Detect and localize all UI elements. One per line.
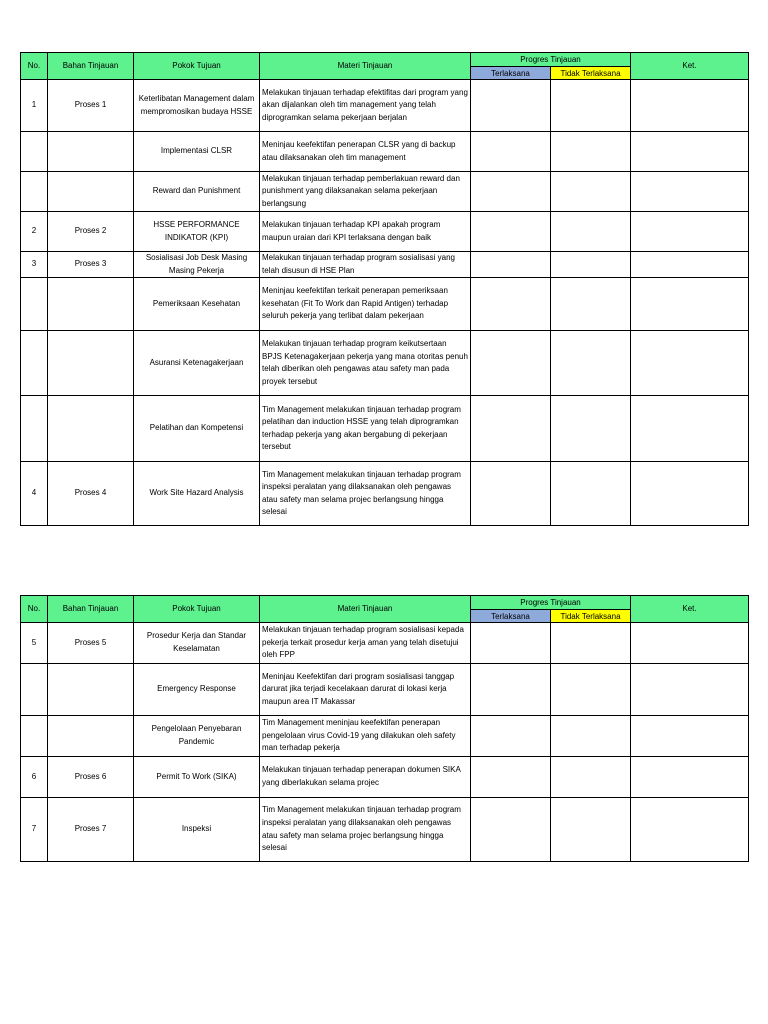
row-bahan: Proses 6 <box>48 757 134 798</box>
header-tidak-terlaksana: Tidak Terlaksana <box>551 67 631 80</box>
header-no: No. <box>21 596 48 623</box>
row-materi: Melakukan tinjauan terhadap KPI apakah program maupun uraian dari KPI terlaksana dengan baik <box>260 212 471 252</box>
cell-terlaksana[interactable] <box>471 396 551 462</box>
cell-tidak-terlaksana[interactable] <box>551 331 631 396</box>
header-tidak-terlaksana: Tidak Terlaksana <box>551 610 631 623</box>
cell-tidak-terlaksana[interactable] <box>551 278 631 331</box>
row-materi: Melakukan tinjauan terhadap pemberlakuan reward dan punishment yang dilaksanakan selama pekerjaan berlangsung <box>260 172 471 212</box>
cell-terlaksana[interactable] <box>471 212 551 252</box>
cell-terlaksana[interactable] <box>471 132 551 172</box>
row-materi: Melakukan tinjauan terhadap program sosialisasi kepada pekerja terkait prosedur kerja aman yang telah disetujui oleh FPP <box>260 623 471 664</box>
cell-tidak-terlaksana[interactable] <box>551 462 631 526</box>
cell-terlaksana[interactable] <box>471 623 551 664</box>
row-no <box>21 331 48 396</box>
row-no: 5 <box>21 623 48 664</box>
cell-ket[interactable] <box>631 664 749 716</box>
review-table-2 <box>20 595 749 862</box>
header-pokok-tujuan: Pokok Tujuan <box>134 596 260 623</box>
table-row <box>21 462 749 526</box>
cell-tidak-terlaksana[interactable] <box>551 757 631 798</box>
row-pokok: Pelatihan dan Kompetensi <box>134 396 260 462</box>
header-terlaksana: Terlaksana <box>471 67 551 80</box>
table-row <box>21 132 749 172</box>
cell-tidak-terlaksana[interactable] <box>551 716 631 757</box>
row-no: 1 <box>21 80 48 132</box>
row-materi: Melakukan tinjauan terhadap program sosialisasi yang telah disusun di HSE Plan <box>260 252 471 278</box>
row-materi: Meninjau keefektifan penerapan CLSR yang di backup atau dilaksanakan oleh tim management <box>260 132 471 172</box>
cell-tidak-terlaksana[interactable] <box>551 172 631 212</box>
cell-tidak-terlaksana[interactable] <box>551 396 631 462</box>
row-no <box>21 396 48 462</box>
cell-ket[interactable] <box>631 798 749 862</box>
table-row <box>21 664 749 716</box>
cell-tidak-terlaksana[interactable] <box>551 252 631 278</box>
table-row <box>21 80 749 132</box>
cell-terlaksana[interactable] <box>471 798 551 862</box>
header-no: No. <box>21 53 48 80</box>
cell-terlaksana[interactable] <box>471 252 551 278</box>
cell-tidak-terlaksana[interactable] <box>551 798 631 862</box>
table-row <box>21 798 749 862</box>
cell-terlaksana[interactable] <box>471 664 551 716</box>
cell-tidak-terlaksana[interactable] <box>551 664 631 716</box>
cell-tidak-terlaksana[interactable] <box>551 132 631 172</box>
header-pokok-tujuan: Pokok Tujuan <box>134 53 260 80</box>
row-materi: Melakukan tinjauan terhadap penerapan dokumen SIKA yang diberlakukan selama projec <box>260 757 471 798</box>
row-pokok: Emergency Response <box>134 664 260 716</box>
table-row <box>21 172 749 212</box>
cell-tidak-terlaksana[interactable] <box>551 623 631 664</box>
cell-ket[interactable] <box>631 623 749 664</box>
row-bahan <box>48 716 134 757</box>
row-no: 3 <box>21 252 48 278</box>
table-row <box>21 252 749 278</box>
cell-ket[interactable] <box>631 278 749 331</box>
cell-terlaksana[interactable] <box>471 757 551 798</box>
table-row <box>21 212 749 252</box>
header-terlaksana: Terlaksana <box>471 610 551 623</box>
cell-terlaksana[interactable] <box>471 331 551 396</box>
table-row <box>21 716 749 757</box>
cell-tidak-terlaksana[interactable] <box>551 80 631 132</box>
row-pokok: Implementasi CLSR <box>134 132 260 172</box>
cell-ket[interactable] <box>631 80 749 132</box>
row-bahan <box>48 664 134 716</box>
cell-ket[interactable] <box>631 132 749 172</box>
table-row <box>21 331 749 396</box>
row-pokok: Pemeriksaan Kesehatan <box>134 278 260 331</box>
table-row <box>21 757 749 798</box>
cell-tidak-terlaksana[interactable] <box>551 212 631 252</box>
cell-ket[interactable] <box>631 252 749 278</box>
row-pokok: Work Site Hazard Analysis <box>134 462 260 526</box>
row-pokok: HSSE PERFORMANCE INDIKATOR (KPI) <box>134 212 260 252</box>
row-bahan <box>48 132 134 172</box>
row-pokok: Sosialisasi Job Desk Masing Masing Pekerja <box>134 252 260 278</box>
cell-terlaksana[interactable] <box>471 278 551 331</box>
cell-ket[interactable] <box>631 757 749 798</box>
row-materi: Tim Management meninjau keefektifan penerapan pengelolaan virus Covid-19 yang dilakukan oleh safety man terhadap pekerja <box>260 716 471 757</box>
header-materi-tinjauan: Materi Tinjauan <box>260 596 471 623</box>
row-pokok: Pengelolaan Penyebaran Pandemic <box>134 716 260 757</box>
row-bahan: Proses 2 <box>48 212 134 252</box>
row-bahan <box>48 278 134 331</box>
header-ket: Ket. <box>631 53 749 80</box>
row-no <box>21 132 48 172</box>
cell-ket[interactable] <box>631 462 749 526</box>
row-bahan <box>48 396 134 462</box>
header-bahan-tinjauan: Bahan Tinjauan <box>48 596 134 623</box>
row-no <box>21 664 48 716</box>
cell-terlaksana[interactable] <box>471 172 551 212</box>
row-materi: Tim Management melakukan tinjauan terhadap program inspeksi peralatan yang dilaksanakan oleh pengawas atau safety man selama projec berlangsung hingga selesai <box>260 462 471 526</box>
row-pokok: Asuransi Ketenagakerjaan <box>134 331 260 396</box>
table-row <box>21 623 749 664</box>
cell-ket[interactable] <box>631 331 749 396</box>
row-pokok: Inspeksi <box>134 798 260 862</box>
review-table-1 <box>20 52 749 526</box>
row-bahan: Proses 5 <box>48 623 134 664</box>
row-materi: Melakukan tinjauan terhadap efektifitas dari program yang akan dijalankan oleh tim management yang telah diprogramkan selama pekerjaan berjalan <box>260 80 471 132</box>
header-ket: Ket. <box>631 596 749 623</box>
cell-terlaksana[interactable] <box>471 716 551 757</box>
row-no <box>21 716 48 757</box>
row-pokok: Permit To Work (SIKA) <box>134 757 260 798</box>
row-no <box>21 278 48 331</box>
row-materi: Tim Management melakukan tinjauan terhadap program pelatihan dan induction HSSE yang telah diprogramkan terhadap pekerja yang akan bergabung di pekerjaan tersebut <box>260 396 471 462</box>
header-materi-tinjauan: Materi Tinjauan <box>260 53 471 80</box>
header-progres-tinjauan: Progres Tinjauan <box>471 596 631 610</box>
cell-ket[interactable] <box>631 716 749 757</box>
cell-terlaksana[interactable] <box>471 80 551 132</box>
row-materi: Meninjau Keefektifan dari program sosialisasi tanggap darurat jika terjadi kecelakaan darurat di lokasi kerja maupun area IT Makassar <box>260 664 471 716</box>
cell-ket[interactable] <box>631 396 749 462</box>
row-bahan <box>48 331 134 396</box>
table-row <box>21 278 749 331</box>
row-materi: Tim Management melakukan tinjauan terhadap program inspeksi peralatan yang dilaksanakan oleh pengawas atau safety man selama projec berlangsung hingga selesai <box>260 798 471 862</box>
row-bahan: Proses 7 <box>48 798 134 862</box>
row-pokok: Reward dan Punishment <box>134 172 260 212</box>
row-bahan: Proses 3 <box>48 252 134 278</box>
row-bahan: Proses 4 <box>48 462 134 526</box>
row-pokok: Prosedur Kerja dan Standar Keselamatan <box>134 623 260 664</box>
row-materi: Meninjau keefektifan terkait penerapan pemeriksaan kesehatan (Fit To Work dan Rapid Antigen) terhadap seluruh pekerja yang terlibat dalam pekerjaan <box>260 278 471 331</box>
row-no: 4 <box>21 462 48 526</box>
row-no <box>21 172 48 212</box>
header-progres-tinjauan: Progres Tinjauan <box>471 53 631 67</box>
table-row <box>21 396 749 462</box>
row-bahan: Proses 1 <box>48 80 134 132</box>
row-bahan <box>48 172 134 212</box>
row-materi: Melakukan tinjauan terhadap program keikutsertaan BPJS Ketenagakerjaan pekerja yang mana otoritas penuh telah diberikan oleh pengawas atau safety man pada proyek tersebut <box>260 331 471 396</box>
row-pokok: Keterlibatan Management dalam mempromosikan budaya HSSE <box>134 80 260 132</box>
row-no: 7 <box>21 798 48 862</box>
row-no: 2 <box>21 212 48 252</box>
cell-ket[interactable] <box>631 172 749 212</box>
cell-ket[interactable] <box>631 212 749 252</box>
header-bahan-tinjauan: Bahan Tinjauan <box>48 53 134 80</box>
row-no: 6 <box>21 757 48 798</box>
cell-terlaksana[interactable] <box>471 462 551 526</box>
